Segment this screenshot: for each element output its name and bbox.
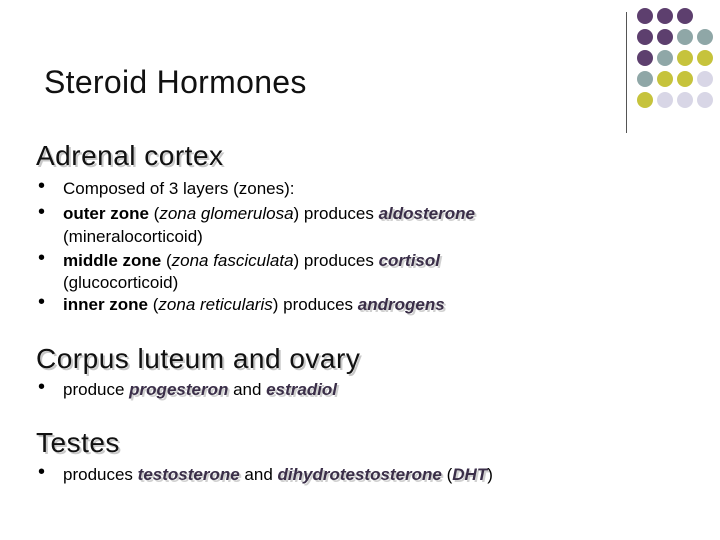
decorative-dot (677, 50, 693, 66)
bullet: • (38, 247, 46, 269)
latin-zone: zona fasciculata (171, 251, 294, 270)
decorative-dot (697, 29, 713, 45)
decorative-dot (677, 71, 693, 87)
hormone-testosterone: testosterone (137, 465, 240, 484)
text: produce (63, 380, 130, 399)
bullet: • (38, 461, 46, 483)
text: produces (63, 465, 138, 484)
hormone-progesteron: progesteron (129, 380, 229, 399)
bullet: • (38, 175, 46, 197)
decorative-divider (626, 12, 627, 133)
decorative-dot (657, 92, 673, 108)
bullet: • (38, 291, 46, 313)
heading-testes: Testes (36, 427, 120, 458)
decorative-dot (697, 92, 713, 108)
hormone-androgens: androgens (357, 295, 445, 314)
decorative-dot (677, 8, 693, 24)
adrenal-bullet-3-note: (glucocorticoid) (63, 273, 179, 292)
text: ( (148, 295, 159, 314)
latin-zone: zona glomerulosa (159, 204, 294, 223)
adrenal-bullet-1 (63, 179, 295, 199)
text: ( (161, 251, 172, 270)
latin-zone: zona reticularis (158, 295, 273, 314)
adrenal-bullet-3 (63, 251, 440, 271)
adrenal-bullet-2 (63, 204, 475, 224)
decorative-dot (637, 92, 653, 108)
decorative-dot-grid (637, 8, 720, 118)
hormone-cortisol: cortisol (378, 251, 440, 270)
zone-name: middle zone (63, 251, 162, 270)
corpus-bullet-1 (63, 380, 337, 400)
decorative-dot (657, 50, 673, 66)
hormone-dht: DHT (452, 465, 488, 484)
bullet: • (38, 201, 46, 223)
decorative-dot (697, 71, 713, 87)
text: ) produces (293, 251, 379, 270)
text: ) produces (272, 295, 358, 314)
decorative-dot (677, 92, 693, 108)
text: and (228, 380, 267, 399)
decorative-dot (637, 8, 653, 24)
zone-name: inner zone (63, 295, 149, 314)
decorative-dot (657, 29, 673, 45)
decorative-dot (637, 71, 653, 87)
decorative-dot (697, 50, 713, 66)
testes-bullet-1 (63, 465, 493, 485)
heading-corpus-luteum: Corpus luteum and ovary (36, 343, 361, 374)
decorative-dot (637, 29, 653, 45)
decorative-dot (637, 50, 653, 66)
adrenal-bullet-2-note: (mineralocorticoid) (63, 227, 203, 246)
text: ) (487, 465, 493, 484)
adrenal-bullet-4 (63, 295, 445, 315)
text: ( (148, 204, 160, 223)
decorative-dot (677, 29, 693, 45)
decorative-dot (657, 71, 673, 87)
hormone-estradiol: estradiol (266, 380, 338, 399)
heading-adrenal-cortex: Adrenal cortex (36, 140, 224, 171)
bullet: • (38, 376, 46, 398)
hormone-aldosterone: aldosterone (378, 204, 475, 223)
zone-name: outer zone (63, 204, 149, 223)
text: ) produces (293, 204, 379, 223)
hormone-dihydrotestosterone: dihydrotestosterone (277, 465, 442, 484)
slide-title: Steroid Hormones (44, 64, 307, 100)
text: Composed of 3 layers (zones): (63, 179, 295, 198)
text: and (239, 465, 278, 484)
text: ( (441, 465, 453, 484)
decorative-dot (657, 8, 673, 24)
